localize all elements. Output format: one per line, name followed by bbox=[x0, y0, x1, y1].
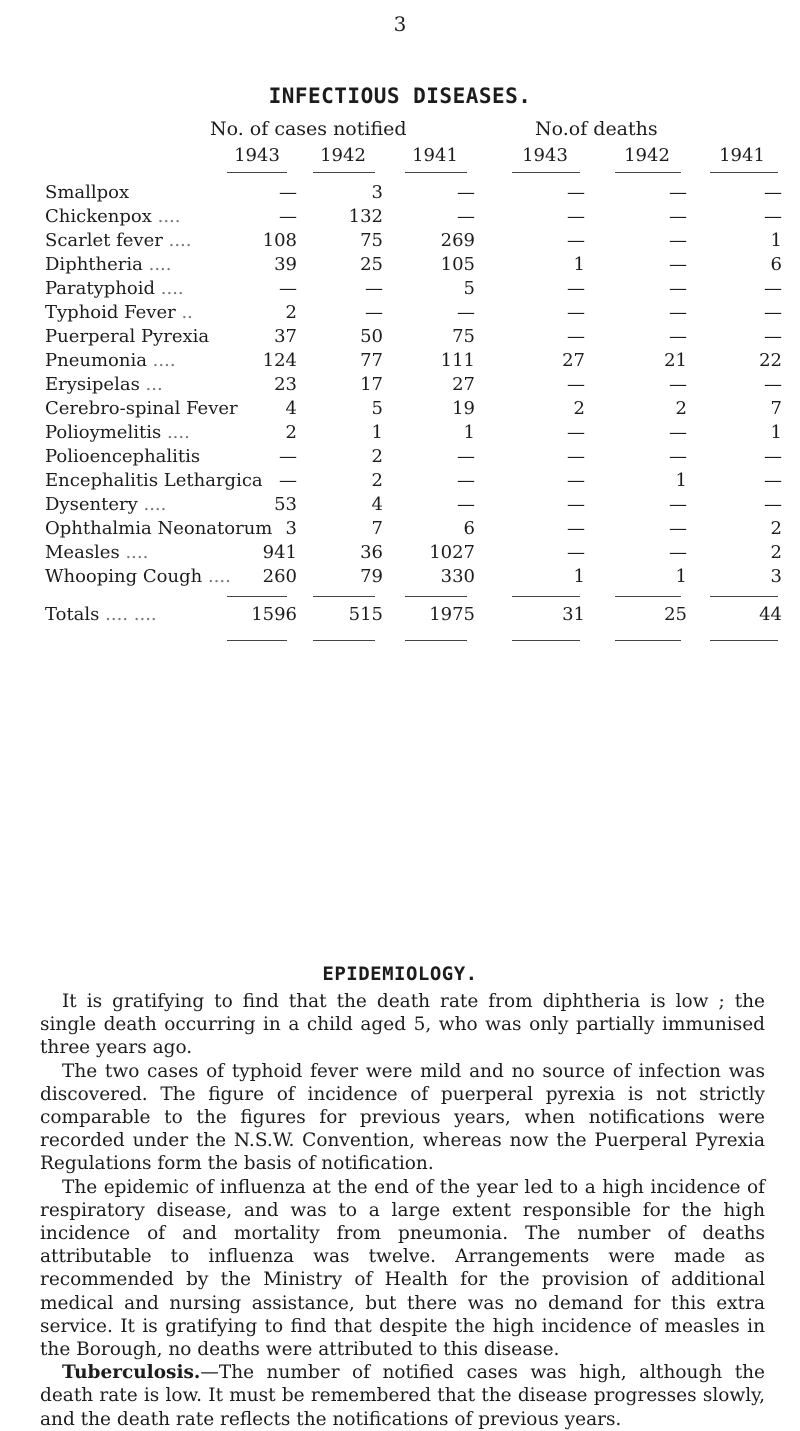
table-row bbox=[0, 470, 800, 494]
deaths-1941: — bbox=[764, 206, 782, 227]
deaths-1943: — bbox=[567, 494, 585, 515]
disease-name: Typhoid Fever .. bbox=[45, 302, 193, 323]
deaths-1941: 3 bbox=[770, 566, 782, 587]
totals-rule bbox=[710, 596, 778, 597]
bottom-rule bbox=[512, 640, 580, 641]
disease-name: Whooping Cough .... bbox=[45, 566, 231, 587]
cases-group-header: No. of cases notified bbox=[210, 118, 407, 140]
cases-1942: 25 bbox=[360, 254, 383, 275]
table-title: INFECTIOUS DISEASES. bbox=[268, 84, 532, 108]
deaths-1942: 1 bbox=[675, 566, 687, 587]
header-rule bbox=[512, 172, 580, 173]
deaths-1941: — bbox=[764, 302, 782, 323]
total-cases-1943: 1596 bbox=[251, 604, 297, 625]
cases-1942: 79 bbox=[360, 566, 383, 587]
cases-1941: 27 bbox=[452, 374, 475, 395]
cases-1941: — bbox=[457, 494, 475, 515]
tuberculosis-text: —The number of notified cases was high, although the death rate is low. It must be remembered that the disease progresses slowly, and the death rate reflects the notifications of previous years. bbox=[40, 1362, 765, 1430]
deaths-1942: — bbox=[669, 446, 687, 467]
year-header: 1941 bbox=[719, 145, 765, 166]
deaths-1941: — bbox=[764, 446, 782, 467]
year-header: 1943 bbox=[522, 145, 568, 166]
disease-name: Scarlet fever .... bbox=[45, 230, 192, 251]
year-header: 1942 bbox=[320, 145, 366, 166]
deaths-1943: — bbox=[567, 278, 585, 299]
deaths-1943: — bbox=[567, 302, 585, 323]
year-header: 1941 bbox=[412, 145, 458, 166]
cases-1943: 39 bbox=[274, 254, 297, 275]
cases-1943: — bbox=[279, 446, 297, 467]
cases-1941: — bbox=[457, 182, 475, 203]
deaths-1942: — bbox=[669, 326, 687, 347]
cases-1942: 75 bbox=[360, 230, 383, 251]
table-row bbox=[0, 302, 800, 326]
bottom-rule bbox=[227, 640, 287, 641]
cases-1942: 1 bbox=[371, 422, 383, 443]
disease-name: Dysentery .... bbox=[45, 494, 167, 515]
deaths-1942: — bbox=[669, 182, 687, 203]
disease-name: Measles .... bbox=[45, 542, 149, 563]
cases-1942: 3 bbox=[371, 182, 383, 203]
cases-1943: 941 bbox=[262, 542, 297, 563]
cases-1943: 3 bbox=[285, 518, 297, 539]
table-row bbox=[0, 254, 800, 278]
cases-1942: 17 bbox=[360, 374, 383, 395]
cases-1942: 77 bbox=[360, 350, 383, 371]
deaths-1942: — bbox=[669, 302, 687, 323]
deaths-1943: — bbox=[567, 374, 585, 395]
page-number: 3 bbox=[393, 12, 407, 36]
table-row bbox=[0, 518, 800, 542]
deaths-1941: — bbox=[764, 182, 782, 203]
deaths-1943: 2 bbox=[573, 398, 585, 419]
disease-name: Encephalitis Lethargica bbox=[45, 470, 263, 491]
cases-1942: 2 bbox=[371, 470, 383, 491]
bottom-rule bbox=[615, 640, 681, 641]
year-header: 1942 bbox=[624, 145, 670, 166]
deaths-1941: 7 bbox=[770, 398, 782, 419]
bottom-rule bbox=[313, 640, 375, 641]
total-deaths-1942: 25 bbox=[664, 604, 687, 625]
disease-name: Puerperal Pyrexia bbox=[45, 326, 210, 347]
deaths-1942: 2 bbox=[675, 398, 687, 419]
tuberculosis-label: Tuberculosis. bbox=[62, 1362, 201, 1384]
bottom-rule bbox=[405, 640, 467, 641]
deaths-1941: 2 bbox=[770, 542, 782, 563]
deaths-1942: 1 bbox=[675, 470, 687, 491]
cases-1942: 2 bbox=[371, 446, 383, 467]
deaths-1941: 1 bbox=[770, 230, 782, 251]
cases-1942: 50 bbox=[360, 326, 383, 347]
cases-1943: 2 bbox=[285, 422, 297, 443]
cases-1941: — bbox=[457, 206, 475, 227]
deaths-1942: — bbox=[669, 422, 687, 443]
totals-rule bbox=[615, 596, 681, 597]
table-row bbox=[0, 494, 800, 518]
deaths-1943: 1 bbox=[573, 566, 585, 587]
cases-1943: 2 bbox=[285, 302, 297, 323]
cases-1942: — bbox=[365, 278, 383, 299]
deaths-1943: — bbox=[567, 542, 585, 563]
cases-1943: — bbox=[279, 206, 297, 227]
cases-1943: 53 bbox=[274, 494, 297, 515]
deaths-1942: — bbox=[669, 518, 687, 539]
cases-1941: 1027 bbox=[429, 542, 475, 563]
disease-name: Ophthalmia Neonatorum bbox=[45, 518, 273, 539]
cases-1943: 108 bbox=[262, 230, 297, 251]
table-row bbox=[0, 278, 800, 302]
deaths-1943: — bbox=[567, 470, 585, 491]
paragraph: The epidemic of influenza at the end of the year led to a high incidence of respiratory disease, and was to a large extent responsible for the high incidence of and mortality from pneumonia. The number of deaths attributable to influenza was twelve. Arrangements were made as recommended by the Ministry of Health for the provision of additional medical and nursing assistance, but there was no demand for this extra service. It is gratifying to find that despite the high incidence of measles in the Borough, no deaths were attributed to this disease. bbox=[40, 1176, 765, 1361]
cases-1943: 37 bbox=[274, 326, 297, 347]
header-rule bbox=[615, 172, 681, 173]
cases-1941: — bbox=[457, 470, 475, 491]
totals-rule bbox=[405, 596, 467, 597]
bottom-rule bbox=[710, 640, 778, 641]
deaths-1941: — bbox=[764, 494, 782, 515]
cases-1941: 6 bbox=[463, 518, 475, 539]
disease-name: Chickenpox .... bbox=[45, 206, 181, 227]
total-deaths-1941: 44 bbox=[759, 604, 782, 625]
paragraph: It is gratifying to find that the death rate from diphtheria is low ; the single death occurring in a child aged 5, who was only partially immunised three years ago. bbox=[40, 991, 765, 1059]
deaths-1943: — bbox=[567, 518, 585, 539]
header-rule bbox=[227, 172, 287, 173]
header-rule bbox=[313, 172, 375, 173]
cases-1941: 111 bbox=[440, 350, 475, 371]
section-heading: EPIDEMIOLOGY. bbox=[322, 963, 478, 985]
table-row bbox=[0, 350, 800, 374]
year-header: 1943 bbox=[234, 145, 280, 166]
deaths-1943: — bbox=[567, 206, 585, 227]
deaths-1942: — bbox=[669, 374, 687, 395]
deaths-1943: — bbox=[567, 446, 585, 467]
cases-1943: — bbox=[279, 470, 297, 491]
table-row bbox=[0, 446, 800, 470]
cases-1943: 23 bbox=[274, 374, 297, 395]
cases-1941: — bbox=[457, 302, 475, 323]
cases-1943: 4 bbox=[285, 398, 297, 419]
deaths-1942: 21 bbox=[664, 350, 687, 371]
totals-rule bbox=[313, 596, 375, 597]
table-row bbox=[0, 326, 800, 350]
deaths-1943: — bbox=[567, 326, 585, 347]
total-cases-1941: 1975 bbox=[429, 604, 475, 625]
cases-1941: 330 bbox=[440, 566, 475, 587]
cases-1943: 124 bbox=[262, 350, 297, 371]
totals-row bbox=[0, 604, 800, 628]
cases-1942: 132 bbox=[348, 206, 383, 227]
deaths-1943: — bbox=[567, 182, 585, 203]
table-row bbox=[0, 398, 800, 422]
disease-name: Smallpox bbox=[45, 182, 130, 203]
cases-1941: 5 bbox=[463, 278, 475, 299]
cases-1943: — bbox=[279, 278, 297, 299]
disease-name: Diphtheria .... bbox=[45, 254, 172, 275]
deaths-1942: — bbox=[669, 494, 687, 515]
disease-name: Polioencephalitis bbox=[45, 446, 201, 467]
disease-name: Paratyphoid .... bbox=[45, 278, 184, 299]
cases-1943: 260 bbox=[262, 566, 297, 587]
cases-1942: 5 bbox=[371, 398, 383, 419]
cases-1941: 75 bbox=[452, 326, 475, 347]
totals-label: Totals .... .... bbox=[45, 604, 157, 625]
deaths-1941: 22 bbox=[759, 350, 782, 371]
table-row bbox=[0, 182, 800, 206]
deaths-1943: — bbox=[567, 422, 585, 443]
deaths-1942: — bbox=[669, 278, 687, 299]
deaths-1941: 1 bbox=[770, 422, 782, 443]
table-row bbox=[0, 542, 800, 566]
deaths-1941: 2 bbox=[770, 518, 782, 539]
total-deaths-1943: 31 bbox=[562, 604, 585, 625]
totals-rule bbox=[512, 596, 580, 597]
paragraph bbox=[40, 1361, 765, 1431]
cases-1942: 4 bbox=[371, 494, 383, 515]
disease-name: Polioymelitis .... bbox=[45, 422, 190, 443]
table-row bbox=[0, 230, 800, 254]
cases-1942: 7 bbox=[371, 518, 383, 539]
deaths-1943: 27 bbox=[562, 350, 585, 371]
table-row bbox=[0, 374, 800, 398]
deaths-1943: — bbox=[567, 230, 585, 251]
paragraph: The two cases of typhoid fever were mild and no source of infection was discovered. The figure of incidence of puerperal pyrexia is not strictly comparable to the figures for previous years, when notifications were recorded under the N.S.W. Convention, whereas now the Puerperal Pyrexia Regulations form the basis of notification. bbox=[40, 1060, 765, 1175]
disease-name: Cerebro-spinal Fever bbox=[45, 398, 238, 419]
totals-rule bbox=[227, 596, 287, 597]
cases-1942: 36 bbox=[360, 542, 383, 563]
deaths-1943: 1 bbox=[573, 254, 585, 275]
deaths-1941: — bbox=[764, 470, 782, 491]
epidemiology-text bbox=[40, 990, 765, 1431]
table-row bbox=[0, 206, 800, 230]
cases-1941: 1 bbox=[463, 422, 475, 443]
cases-1941: — bbox=[457, 446, 475, 467]
disease-name: Pneumonia .... bbox=[45, 350, 176, 371]
table-row bbox=[0, 422, 800, 446]
cases-1941: 105 bbox=[440, 254, 475, 275]
total-cases-1942: 515 bbox=[348, 604, 383, 625]
cases-1943: — bbox=[279, 182, 297, 203]
deaths-1942: — bbox=[669, 542, 687, 563]
table-row bbox=[0, 566, 800, 590]
disease-name: Erysipelas ... bbox=[45, 374, 163, 395]
cases-1941: 269 bbox=[440, 230, 475, 251]
deaths-group-header: No.of deaths bbox=[535, 118, 658, 140]
deaths-1942: — bbox=[669, 206, 687, 227]
deaths-1942: — bbox=[669, 230, 687, 251]
cases-1941: 19 bbox=[452, 398, 475, 419]
cases-1942: — bbox=[365, 302, 383, 323]
deaths-1941: — bbox=[764, 326, 782, 347]
deaths-1942: — bbox=[669, 254, 687, 275]
header-rule bbox=[405, 172, 467, 173]
deaths-1941: 6 bbox=[770, 254, 782, 275]
deaths-1941: — bbox=[764, 374, 782, 395]
header-rule bbox=[710, 172, 778, 173]
deaths-1941: — bbox=[764, 278, 782, 299]
